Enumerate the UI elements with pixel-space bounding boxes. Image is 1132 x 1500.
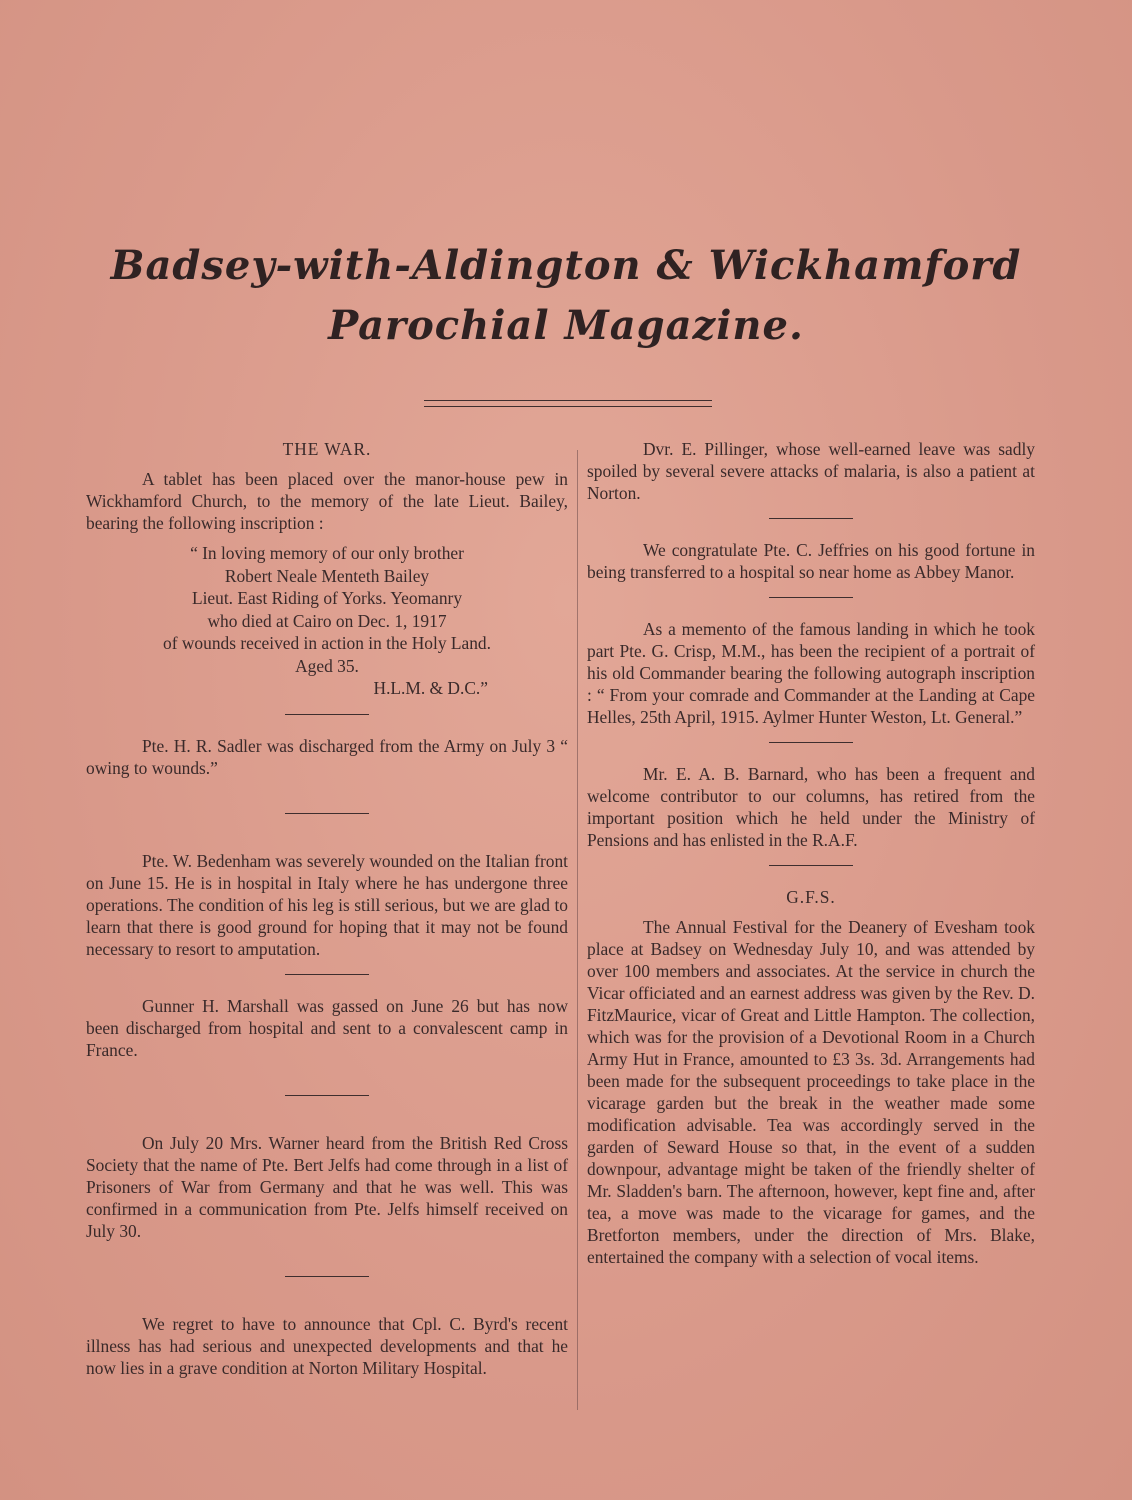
right-column bbox=[587, 438, 1035, 1268]
memorial-inscription bbox=[86, 542, 568, 700]
paragraph-bedenham: Pte. W. Bedenham was severely wounded on the Italian front on June 15. He is in hospital in Italy where he has undergone three operations. The condition of his leg is still serious, but we are glad to learn that there is good ground for hoping that it may not be found necessary to resort to amputation. bbox=[86, 850, 568, 959]
paragraph-pillinger: Dvr. E. Pillinger, whose well-earned leave was sadly spoiled by several severe attacks of malaria, is also a patient at Norton. bbox=[587, 439, 1035, 503]
paragraph-jelfs: On July 20 Mrs. Warner heard from the British Red Cross Society that the name of Pte. Bert Jelfs had come through in a list of Prisoners of War from Germany and that he was well. This was confirmed in a communication from Pte. Jelfs himself received on July 30. bbox=[86, 1132, 568, 1241]
separator-rule bbox=[769, 597, 853, 598]
separator-rule bbox=[769, 518, 853, 519]
column-divider bbox=[577, 450, 578, 1410]
paragraph-crisp: As a memento of the famous landing in which he took part Pte. G. Crisp, M.M., has been the recipient of a portrait of his old Commander bearing the following autograph inscription : “ From your comrade and Commander at the Landing at Cape Helles, 25th April, 1915. Aylmer Hunter Weston, Lt. General.” bbox=[587, 619, 1035, 727]
inscription-line: “ In loving memory of our only brother bbox=[190, 543, 464, 563]
masthead-title-line2: Parochial Magazine. bbox=[328, 302, 804, 349]
inscription-line: Robert Neale Menteth Bailey bbox=[224, 565, 430, 586]
paragraph-gfs-festival: The Annual Festival for the Deanery of Evesham took place at Badsey on Wednesday July 10, and was attended by over 100 members and associates. At the service in church the Vicar officiated and an earnest address was given by the Rev. D. FitzMaurice, vicar of Great and Little Hampton. The collection, which was for the provision of a Devotional Room in a Church Army Hut in France, amounted to £3 3s. 3d. Arrangements had been made for the subsequent proceedings to take place in the vicarage garden but the break in the weather made some modification advisable. Tea was accordingly served in the garden of Seward House so that, in the event of a sudden downpour, advantage might be taken of the friendly shelter of Mr. Sladden's barn. The afternoon, however, kept fine and, after tea, a move was made to the vicarage for games, and the Bretforton members, under the direction of Mrs. Blake, entertained the company with a selection of vocal items. bbox=[587, 917, 1035, 1267]
paragraph-byrd: We regret to have to announce that Cpl. C. Byrd's recent illness has had serious and unexpected developments and that he now lies in a grave condition at Norton Military Hospital. bbox=[86, 1313, 568, 1378]
masthead-double-rule bbox=[424, 400, 712, 407]
separator-rule bbox=[285, 714, 369, 715]
separator-rule bbox=[769, 865, 853, 866]
paragraph-tablet: A tablet has been placed over the manor-house pew in Wickhamford Church, to the memory of the late Lieut. Bailey, bearing the following inscription : bbox=[86, 469, 568, 533]
separator-rule bbox=[285, 974, 369, 975]
masthead bbox=[0, 238, 1132, 358]
separator-rule bbox=[285, 1095, 369, 1096]
paragraph-barnard: Mr. E. A. B. Barnard, who has been a frequent and welcome contributor to our columns, has retired from the important position which he held under the Ministry of Pensions and has enlisted in the R.A.F. bbox=[587, 764, 1035, 850]
paragraph-marshall: Gunner H. Marshall was gassed on June 26 but has now been discharged from hospital and sent to a convalescent camp in France. bbox=[86, 995, 568, 1060]
separator-rule bbox=[769, 742, 853, 743]
inscription-line: of wounds received in action in the Holy Land. bbox=[163, 633, 491, 653]
inscription-line: Aged 35. bbox=[295, 655, 359, 676]
inscription-signoff: H.L.M. & D.C.” bbox=[373, 678, 488, 698]
inscription-line: who died at Cairo on Dec. 1, 1917 bbox=[207, 610, 447, 631]
inscription-line: Lieut. East Riding of Yorks. Yeomanry bbox=[191, 588, 463, 608]
separator-rule bbox=[285, 1276, 369, 1277]
masthead-title-line1: Badsey-with-Aldington & Wickhamford bbox=[110, 242, 1022, 289]
paragraph-sadler: Pte. H. R. Sadler was discharged from the Army on July 3 “ owing to wounds.” bbox=[86, 735, 568, 778]
section-heading-the-war: THE WAR. bbox=[282, 439, 372, 459]
separator-rule bbox=[285, 813, 369, 814]
paragraph-jeffries: We congratulate Pte. C. Jeffries on his good fortune in being transferred to a hospital so near home as Abbey Manor. bbox=[587, 540, 1035, 582]
left-column bbox=[86, 438, 568, 1379]
section-heading-gfs: G.F.S. bbox=[786, 887, 836, 907]
